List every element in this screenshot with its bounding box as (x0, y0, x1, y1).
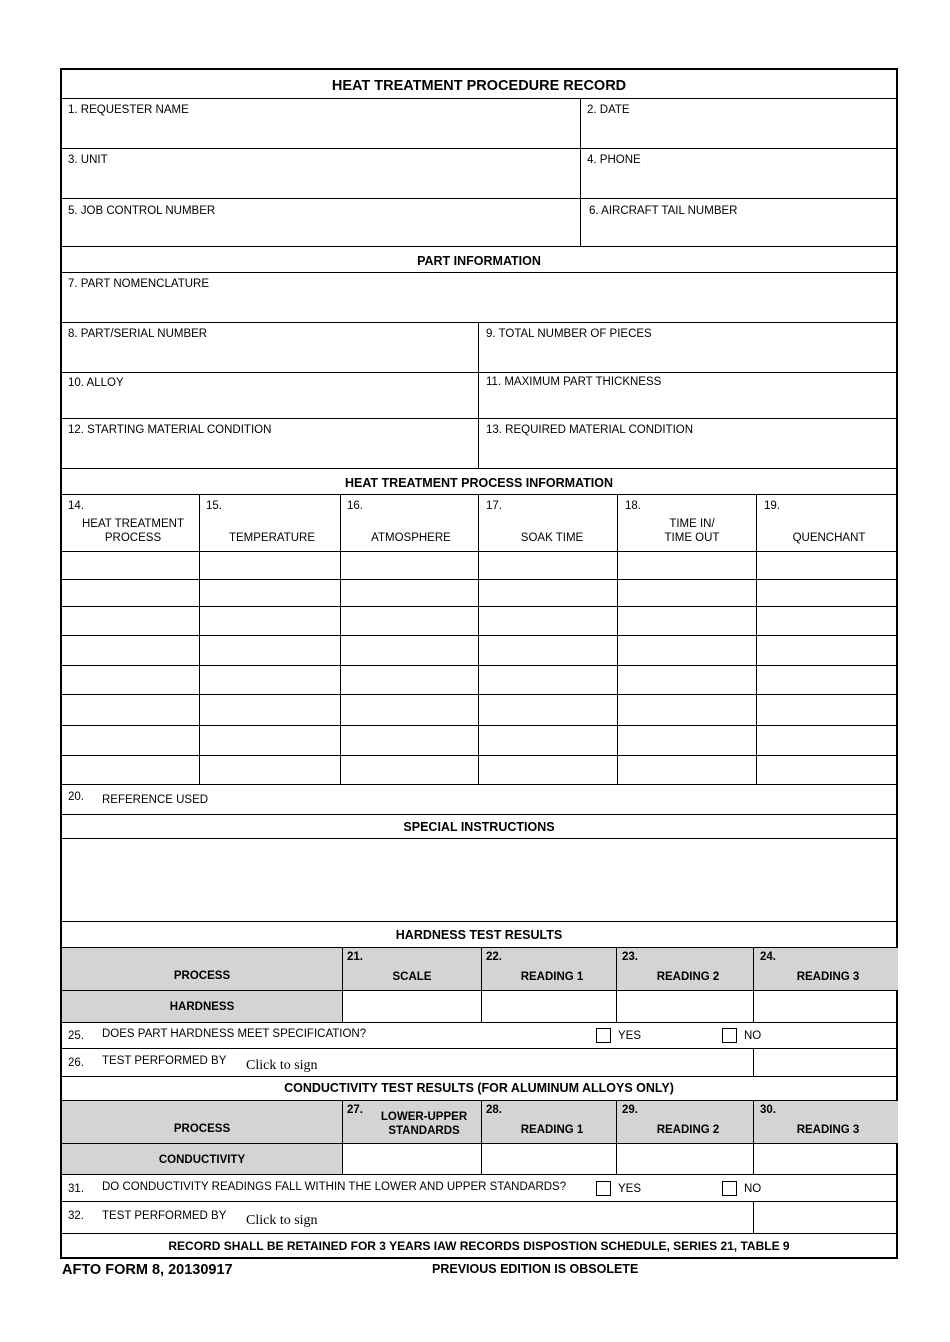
col-16-label: ATMOSPHERE (371, 532, 451, 544)
conductivity-reading-1-input[interactable] (482, 1144, 616, 1174)
col-17-number: 17. (486, 500, 502, 512)
q25-yes-checkbox[interactable] (596, 1028, 611, 1043)
max-part-thickness-label: 11. MAXIMUM PART THICKNESS (486, 376, 662, 388)
col-19-number: 19. (764, 500, 780, 512)
q31-number: 31. (68, 1183, 84, 1195)
q25-question: DOES PART HARDNESS MEET SPECIFICATION? (102, 1028, 367, 1040)
total-pieces-field[interactable] (479, 322, 898, 372)
phone-field[interactable] (581, 148, 898, 198)
part-nomenclature-field[interactable] (62, 272, 898, 322)
conductivity-standards-input[interactable] (343, 1144, 481, 1174)
phone-label: 4. PHONE (587, 154, 641, 166)
col-27-number: 27. (347, 1104, 363, 1116)
hardness-reading-3-input[interactable] (754, 991, 898, 1022)
col-22-number: 22. (486, 951, 502, 963)
divider (62, 246, 896, 247)
conductivity-header: CONDUCTIVITY TEST RESULTS (FOR ALUMINUM ALLOYS ONLY) (284, 1081, 674, 1095)
divider (62, 1174, 896, 1175)
q26-date-input[interactable] (754, 1049, 898, 1076)
col-27-label: LOWER-UPPER STANDARDS (380, 1111, 468, 1137)
process-information-header: HEAT TREATMENT PROCESS INFORMATION (344, 476, 614, 490)
col-17-label: SOAK TIME (520, 532, 584, 544)
divider (62, 1076, 896, 1077)
col-21-number: 21. (347, 951, 363, 963)
requester-name-label: 1. REQUESTER NAME (68, 104, 189, 116)
form-id: AFTO FORM 8, 20130917 (62, 1262, 233, 1278)
max-part-thickness-field[interactable] (479, 372, 898, 418)
process-table-rows[interactable] (62, 552, 898, 784)
col-29-number: 29. (622, 1104, 638, 1116)
aircraft-tail-number-field[interactable] (581, 198, 898, 246)
divider (62, 814, 896, 815)
col-18-number: 18. (625, 500, 641, 512)
q26-signature-field[interactable]: Click to sign (246, 1058, 318, 1073)
starting-condition-label: 12. STARTING MATERIAL CONDITION (68, 424, 272, 436)
starting-condition-field[interactable] (62, 418, 478, 468)
q25-no-checkbox[interactable] (722, 1028, 737, 1043)
col-29-label: READING 2 (656, 1124, 720, 1136)
job-control-number-field[interactable] (62, 198, 580, 246)
special-instructions-field[interactable] (62, 839, 898, 921)
divider (62, 494, 896, 495)
q26-label: TEST PERFORMED BY (102, 1055, 227, 1067)
conductivity-row-label: CONDUCTIVITY (158, 1154, 246, 1166)
alloy-field[interactable] (62, 372, 478, 418)
part-nomenclature-label: 7. PART NOMENCLATURE (68, 278, 210, 290)
col-30-number: 30. (760, 1104, 776, 1116)
col-23-label: READING 2 (656, 971, 720, 983)
col-14-number: 14. (68, 500, 84, 512)
q32-date-input[interactable] (754, 1202, 898, 1233)
part-serial-number-label: 8. PART/SERIAL NUMBER (68, 328, 208, 340)
required-condition-label: 13. REQUIRED MATERIAL CONDITION (486, 424, 694, 436)
col-15-label: TEMPERATURE (228, 532, 316, 544)
requester-name-field[interactable] (62, 98, 580, 148)
part-serial-number-field[interactable] (62, 322, 478, 372)
col-28-label: READING 1 (520, 1124, 584, 1136)
hardness-header: HARDNESS TEST RESULTS (395, 928, 563, 942)
job-control-number-label: 5. JOB CONTROL NUMBER (68, 205, 216, 217)
q25-yes-label: YES (618, 1030, 642, 1042)
required-condition-field[interactable] (479, 418, 898, 468)
date-label: 2. DATE (587, 104, 630, 116)
reference-used-field[interactable] (62, 784, 898, 814)
divider (62, 1233, 896, 1234)
conductivity-process-label: PROCESS (173, 1123, 231, 1135)
reference-label: REFERENCE USED (102, 794, 209, 806)
hardness-scale-input[interactable] (343, 991, 481, 1022)
part-information-header: PART INFORMATION (417, 254, 541, 268)
form-title: HEAT TREATMENT PROCEDURE RECORD (331, 78, 627, 94)
alloy-label: 10. ALLOY (68, 377, 124, 389)
unit-label: 3. UNIT (68, 154, 108, 166)
unit-field[interactable] (62, 148, 580, 198)
q32-number: 32. (68, 1210, 84, 1222)
date-field[interactable] (581, 98, 898, 148)
q31-question: DO CONDUCTIVITY READINGS FALL WITHIN THE LOWER AND UPPER STANDARDS? (102, 1181, 567, 1193)
col-18-label: TIME IN/ TIME OUT (664, 518, 720, 544)
col-15-number: 15. (206, 500, 222, 512)
q31-yes-label: YES (618, 1183, 642, 1195)
col-22-label: READING 1 (520, 971, 584, 983)
hardness-reading-2-input[interactable] (617, 991, 753, 1022)
q31-no-checkbox[interactable] (722, 1181, 737, 1196)
total-pieces-label: 9. TOTAL NUMBER OF PIECES (486, 328, 652, 340)
col-24-label: READING 3 (796, 971, 860, 983)
col-14-label: HEAT TREATMENT PROCESS (81, 518, 185, 544)
q25-number: 25. (68, 1030, 84, 1042)
special-instructions-header: SPECIAL INSTRUCTIONS (403, 820, 555, 834)
retention-notice: RECORD SHALL BE RETAINED FOR 3 YEARS IAW RECORDS DISPOSTION SCHEDULE, SERIES 21, TABLE 9 (168, 1239, 790, 1253)
hardness-reading-1-input[interactable] (482, 991, 616, 1022)
q32-signature-field[interactable]: Click to sign (246, 1213, 318, 1228)
col-24-number: 24. (760, 951, 776, 963)
col-16-number: 16. (347, 500, 363, 512)
hardness-row-label: HARDNESS (169, 1001, 235, 1013)
divider (62, 468, 896, 469)
q25-no-label: NO (744, 1030, 762, 1042)
col-28-number: 28. (486, 1104, 502, 1116)
q32-label: TEST PERFORMED BY (102, 1210, 227, 1222)
col-21-label: SCALE (392, 971, 432, 983)
col-19-label: QUENCHANT (792, 532, 866, 544)
heat-treatment-form (60, 68, 898, 1259)
q31-no-label: NO (744, 1183, 762, 1195)
conductivity-reading-3-input[interactable] (754, 1144, 898, 1174)
col-23-number: 23. (622, 951, 638, 963)
edition-notice: PREVIOUS EDITION IS OBSOLETE (432, 1262, 639, 1276)
conductivity-reading-2-input[interactable] (617, 1144, 753, 1174)
divider (62, 921, 896, 922)
reference-number: 20. (68, 791, 84, 803)
hardness-process-label: PROCESS (173, 970, 231, 982)
q31-yes-checkbox[interactable] (596, 1181, 611, 1196)
col-30-label: READING 3 (796, 1124, 860, 1136)
aircraft-tail-number-label: 6. AIRCRAFT TAIL NUMBER (589, 205, 738, 217)
q26-number: 26. (68, 1057, 84, 1069)
divider (62, 1022, 896, 1023)
